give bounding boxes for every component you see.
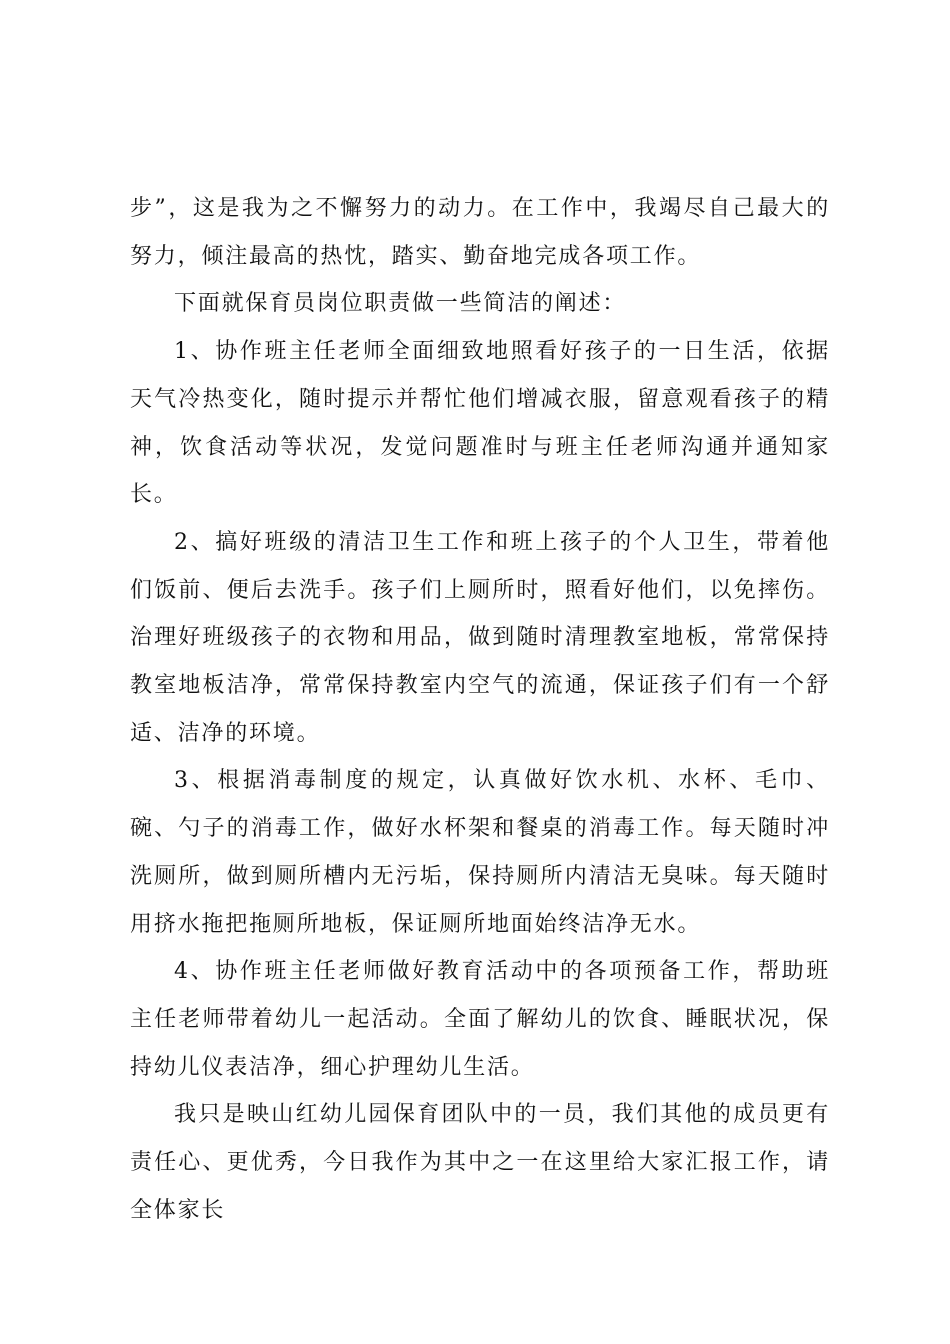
paragraph-duty-4: 4、协作班主任老师做好教育活动中的各项预备工作，帮助班主任老师带着幼儿一起活动。全面了解幼儿的饮食、睡眠状况，保持幼儿仪表洁净，细心护理幼儿生活。	[130, 959, 830, 1080]
paragraph-continuation: 步”，这是我为之不懈努力的动力。在工作中，我竭尽自己最大的努力，倾注最高的热忱，踏实、勤奋地完成各项工作。	[130, 196, 830, 269]
paragraph-intro: 下面就保育员岗位职责做一些简洁的阐述：	[174, 291, 627, 317]
paragraph-duty-1: 1、协作班主任老师全面细致地照看好孩子的一日生活，依据天气冷热变化，随时提示并帮忙他们增减衣服，留意观看孩子的精神，饮食活动等状况，发觉问题准时与班主任老师沟通并通知家长。	[130, 339, 830, 508]
paragraph-duty-2: 2、搞好班级的清洁卫生工作和班上孩子的个人卫生，带着他们饭前、便后去洗手。孩子们上厕所时，照看好他们，以免摔伤。治理好班级孩子的衣物和用品，做到随时清理教室地板，常常保持教室地板洁净，常常保持教室内空气的流通，保证孩子们有一个舒适、洁净的环境。	[130, 529, 830, 746]
paragraph-duty-3: 3、根据消毒制度的规定，认真做好饮水机、水杯、毛巾、碗、勺子的消毒工作，做好水杯架和餐桌的消毒工作。每天随时冲洗厕所，做到厕所槽内无污垢，保持厕所内清洁无臭味。每天随时用挤水拖把拖厕所地板，保证厕所地面始终洁净无水。	[130, 768, 830, 937]
paragraph-closing: 我只是映山红幼儿园保育团队中的一员，我们其他的成员更有责任心、更优秀，今日我作为其中之一在这里给大家汇报工作，请全体家长	[130, 1102, 830, 1223]
document-body	[130, 185, 830, 1234]
